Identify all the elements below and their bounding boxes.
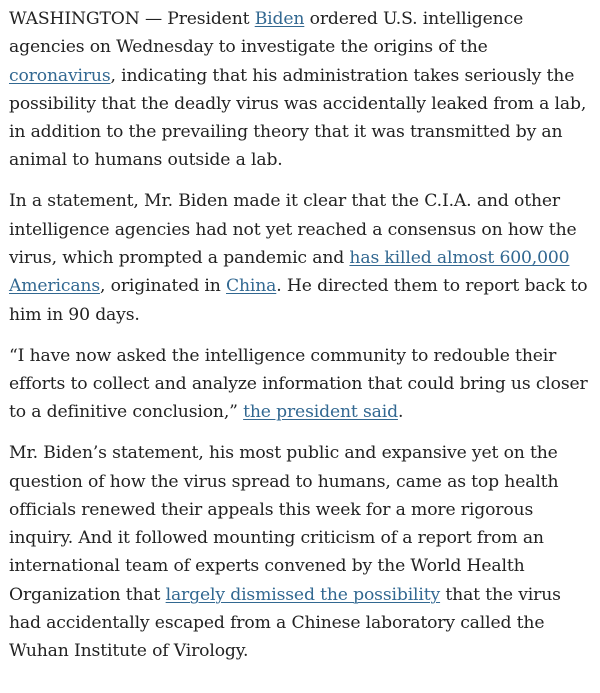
link-death-toll[interactable]: has killed almost 600,000 Americans bbox=[9, 248, 570, 297]
link-china[interactable]: China bbox=[226, 276, 277, 297]
text-segment: WASHINGTON — President bbox=[9, 9, 255, 29]
paragraph-quote bbox=[9, 342, 597, 427]
article-body bbox=[9, 5, 597, 678]
text-segment: , indicating that his administration takes seriously the possibility that the deadly virus was accidentally leaked from a lab, in addition to the prevailing theory that it was transmitted by an animal to humans outside a lab. bbox=[9, 65, 587, 171]
text-segment: . He directed them to report back to him in 90 days. bbox=[9, 276, 588, 325]
text-segment: In a statement, Mr. Biden made it clear that the C.I.A. and other intelligence agencies had not yet reached a consensus on how the virus, which prompted a pandemic and bbox=[9, 191, 577, 269]
text-segment: that the virus had accidentally escaped from a Chinese laboratory called the Wuhan Institute of Virology. bbox=[9, 584, 561, 662]
text-segment: . bbox=[397, 402, 404, 423]
link-biden[interactable]: Biden bbox=[254, 9, 305, 29]
paragraph-lede bbox=[9, 5, 597, 175]
text-segment: ordered U.S. intelligence agencies on Wednesday to investigate the origins of the bbox=[9, 9, 524, 58]
text-segment: Mr. Biden’s statement, his most public and expansive yet on the question of how the virus spread to humans, came as top health officials renewed their appeals this week for a more rigorous inquiry. And it followed mounting criticism of a report from an international team of experts convened by the World Health Organization that bbox=[9, 443, 559, 605]
paragraph-context bbox=[9, 439, 597, 665]
paragraph-statement bbox=[9, 187, 597, 328]
text-segment: , originated in bbox=[100, 276, 226, 297]
link-coronavirus[interactable]: coronavirus bbox=[9, 65, 111, 86]
text-segment: “I have now asked the intelligence community to redouble their efforts to collect and analyze information that could bring us closer to a definitive conclusion,” bbox=[9, 345, 588, 423]
link-dismissed-possibility[interactable]: largely dismissed the possibility bbox=[165, 584, 441, 605]
link-president-said[interactable]: the president said bbox=[243, 402, 398, 423]
